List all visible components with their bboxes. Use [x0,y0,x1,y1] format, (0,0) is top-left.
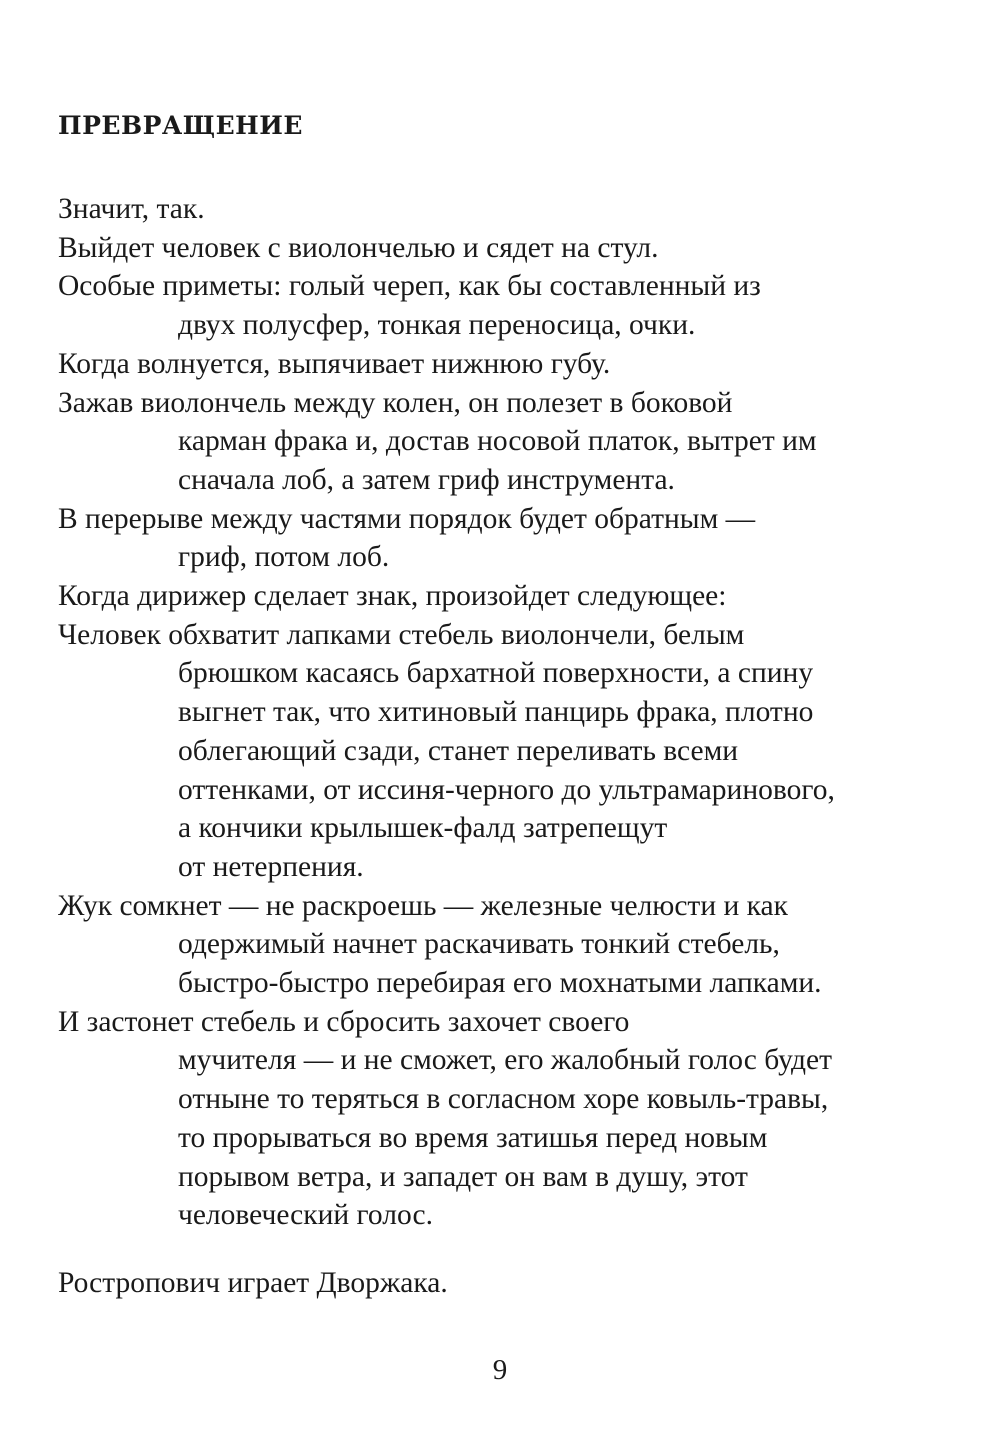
poem-line: И застонет стебель и сбросить захочет своего [58,1005,630,1038]
poem-line-continuation: двух полусфер, тонкая переносица, очки. [178,309,696,342]
poem-stanza [58,190,928,229]
poem-line-continuation: быстро-быстро перебирая его мохнатыми лапками. [178,967,822,1000]
poem-line: В перерыве между частями порядок будет обратным — [58,502,756,535]
poem-line: Когда дирижер сделает знак, произойдет следующее: [58,580,727,613]
poem-line: Зажав виолончель между колен, он полезет в боковой [58,386,733,419]
poem-line-continuation: выгнет так, что хитиновый панцирь фрака, плотно [178,696,814,729]
closing-line: Ростропович играет Дворжака. [58,1267,448,1299]
poem-stanza [58,577,928,616]
poem-line-continuation: от нетерпения. [178,850,364,883]
poem-line-continuation: отныне то теряться в согласном хоре ковыль-травы, [178,1083,829,1116]
poem-line: Человек обхватит лапками стебель виолончели, белым [58,618,745,651]
poem-stanza [58,345,928,384]
poem-stanza [58,267,928,344]
poem-stanza [58,887,928,1003]
poem-line-continuation: карман фрака и, достав носовой платок, вытрет им [178,425,817,458]
poem-line-continuation: гриф, потом лоб. [178,541,390,574]
poem-stanza [58,384,928,500]
poem-line-continuation: облегающий сзади, станет переливать всеми [178,734,739,767]
poem-line-continuation: человеческий голос. [178,1199,433,1232]
poem-line-continuation: а кончики крылышек-фалд затрепещут [178,812,668,845]
poem-line: Когда волнуется, выпячивает нижнюю губу. [58,347,611,380]
poem-stanza [58,616,928,887]
poem-line-continuation: брюшком касаясь бархатной поверхности, а спину [178,657,814,690]
poem-stanza [58,500,928,577]
poem-line: Выйдет человек с виолончелью и сядет на стул. [58,231,659,264]
poem-line-continuation: сначала лоб, а затем гриф инструмента. [178,463,675,496]
poem-line-continuation: порывом ветра, и западет он вам в душу, этот [178,1160,748,1193]
poem-line: Особые приметы: голый череп, как бы составленный из [58,270,761,303]
poem-line-continuation: оттенками, от иссиня-черного до ультрамаринового, [178,773,835,806]
poem-line: Значит, так. [58,193,205,225]
page-number: 9 [492,1354,508,1386]
poem-line-continuation: то прорываться во время затишья перед новым [178,1121,768,1154]
poem-line: Жук сомкнет — не раскроешь — железные челюсти и как [58,889,788,922]
poem-line-continuation: мучителя — и не сможет, его жалобный голос будет [178,1044,833,1077]
poem-stanza [58,1003,928,1235]
poem-line-continuation: одержимый начнет раскачивать тонкий стебель, [178,928,780,961]
poem-title: ПРЕВРАЩЕНИЕ [58,111,303,140]
poem-stanza [58,229,928,268]
poem-body [58,190,928,1235]
